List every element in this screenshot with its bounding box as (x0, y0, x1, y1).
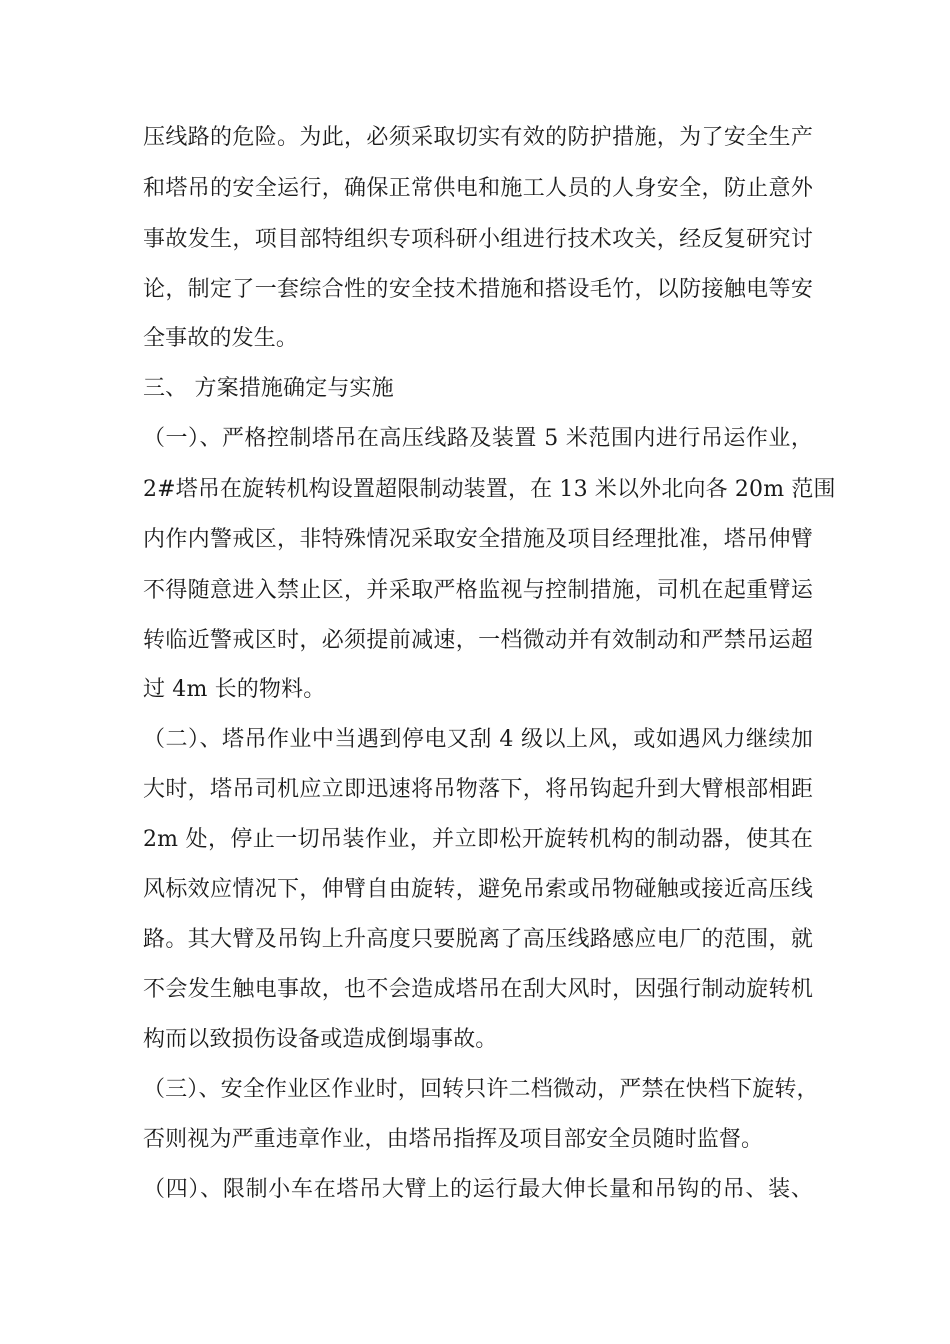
text-line: 过 4m 长的物料。 (143, 677, 326, 702)
text-line: 和塔吊的安全运行，确保正常供电和施工人员的人身安全，防止意外 (143, 176, 813, 201)
text-line: 路。其大臂及吊钩上升高度只要脱离了高压线路感应电厂的范围，就 (143, 927, 813, 952)
text-line: 构而以致损伤设备或造成倒塌事故。 (143, 1027, 498, 1052)
text-line: 否则视为严重违章作业，由塔吊指挥及项目部安全员随时监督。 (143, 1127, 764, 1152)
text-line: 转临近警戒区时，必须提前减速，一档微动并有效制动和严禁吊运超 (143, 628, 813, 653)
text-line: 论，制定了一套综合性的安全技术措施和搭设毛竹，以防接触电等安 (143, 277, 813, 302)
text-line: 风标效应情况下，伸臂自由旋转，避免吊索或吊物碰触或接近高压线 (143, 877, 813, 902)
text-line: 内作内警戒区，非特殊情况采取安全措施及项目经理批准，塔吊伸臂 (143, 527, 813, 552)
text-line: 大时，塔吊司机应立即迅速将吊物落下，将吊钩起升到大臂根部相距 (143, 777, 813, 802)
text-line: 2m 处，停止一切吊装作业，并立即松开旋转机构的制动器，使其在 (143, 827, 813, 852)
text-line: （二）、塔吊作业中当遇到停电又刮 4 级以上风，或如遇风力继续加 (143, 727, 813, 752)
text-line: （三）、安全作业区作业时，回转只许二档微动，严禁在快档下旋转， (143, 1077, 819, 1102)
text-line: 事故发生，项目部特组织专项科研小组进行技术攻关，经反复研究讨 (143, 227, 813, 252)
text-line: 不得随意进入禁止区，并采取严格监视与控制措施，司机在起重臂运 (143, 578, 813, 603)
text-line: 不会发生触电事故，也不会造成塔吊在刮大风时，因强行制动旋转机 (143, 977, 813, 1002)
text-line: 2#塔吊在旋转机构设置超限制动装置，在 13 米以外北向各 20m 范围 (143, 477, 836, 502)
text-line: 压线路的危险。为此，必须采取切实有效的防护措施，为了安全生产 (143, 125, 813, 150)
section-heading: 三、 方案措施确定与实施 (143, 376, 394, 401)
text-line: （一）、严格控制塔吊在高压线路及装置 5 米范围内进行吊运作业， (143, 426, 813, 451)
text-line: 全事故的发生。 (143, 326, 299, 351)
text-line: （四）、限制小车在塔吊大臂上的运行最大伸长量和吊钩的吊、装、 (143, 1177, 813, 1202)
